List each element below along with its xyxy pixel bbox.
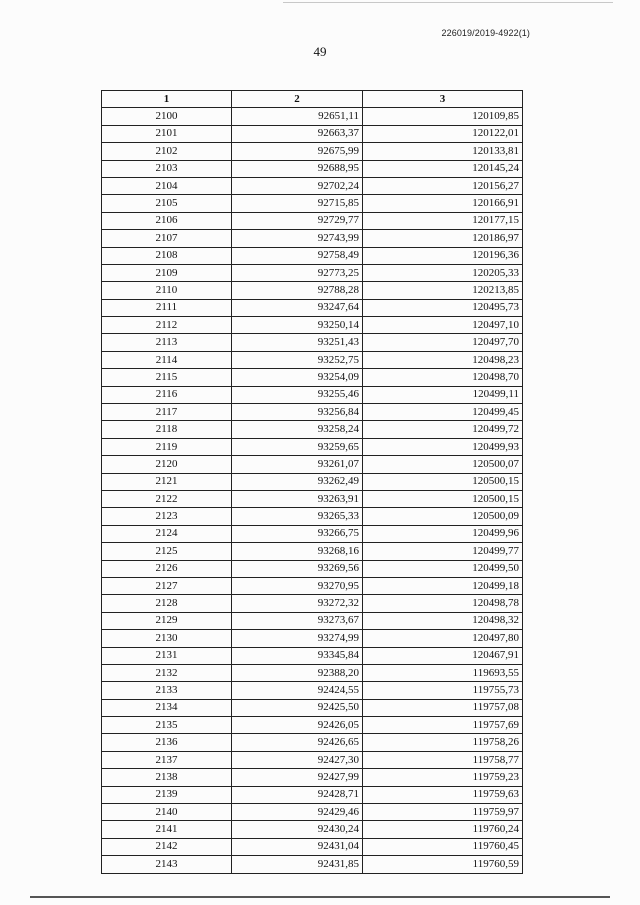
table-cell-col2: 92729,77 [232, 212, 363, 229]
table-cell-col2: 93266,75 [232, 525, 363, 542]
table-cell-col1: 2126 [102, 560, 232, 577]
table-cell-col3: 120122,01 [363, 125, 523, 142]
table-cell-col1: 2107 [102, 230, 232, 247]
table-row [102, 490, 523, 507]
table-row [102, 369, 523, 386]
table-cell-col2: 93269,56 [232, 560, 363, 577]
table-row [102, 717, 523, 734]
table-cell-col1: 2116 [102, 386, 232, 403]
table-row [102, 108, 523, 125]
table-cell-col3: 119755,73 [363, 682, 523, 699]
table-row [102, 560, 523, 577]
table-row [102, 821, 523, 838]
table-row [102, 525, 523, 542]
table-row [102, 195, 523, 212]
table-cell-col2: 93263,91 [232, 490, 363, 507]
table-row [102, 351, 523, 368]
table-cell-col2: 92758,49 [232, 247, 363, 264]
table-cell-col1: 2115 [102, 369, 232, 386]
table-row [102, 630, 523, 647]
table-cell-col1: 2121 [102, 473, 232, 490]
table-row [102, 143, 523, 160]
table-cell-col1: 2104 [102, 177, 232, 194]
table-row [102, 247, 523, 264]
table-cell-col1: 2137 [102, 751, 232, 768]
coordinates-table [101, 90, 523, 874]
table-cell-col2: 93273,67 [232, 612, 363, 629]
table-cell-col2: 92425,50 [232, 699, 363, 716]
table-row [102, 230, 523, 247]
table-cell-col3: 119758,26 [363, 734, 523, 751]
table-cell-col2: 93256,84 [232, 404, 363, 421]
table-cell-col2: 93262,49 [232, 473, 363, 490]
table-cell-col2: 92388,20 [232, 664, 363, 681]
table-cell-col2: 92651,11 [232, 108, 363, 125]
table-cell-col3: 120467,91 [363, 647, 523, 664]
table-cell-col2: 93252,75 [232, 351, 363, 368]
table-cell-col1: 2102 [102, 143, 232, 160]
table-cell-col3: 120500,09 [363, 508, 523, 525]
table-row [102, 456, 523, 473]
table-cell-col3: 120500,07 [363, 456, 523, 473]
table-row [102, 751, 523, 768]
table-row [102, 404, 523, 421]
table-cell-col2: 93258,24 [232, 421, 363, 438]
table-cell-col2: 92427,30 [232, 751, 363, 768]
table-cell-col3: 120498,32 [363, 612, 523, 629]
table-cell-col2: 92426,65 [232, 734, 363, 751]
table-cell-col1: 2135 [102, 717, 232, 734]
table-cell-col3: 119760,24 [363, 821, 523, 838]
table-cell-col3: 119758,77 [363, 751, 523, 768]
table-cell-col2: 92427,99 [232, 769, 363, 786]
page-number: 49 [313, 44, 327, 59]
table-cell-col1: 2131 [102, 647, 232, 664]
table-cell-col1: 2100 [102, 108, 232, 125]
table-row [102, 786, 523, 803]
table-row [102, 612, 523, 629]
table-cell-col3: 119757,69 [363, 717, 523, 734]
table-cell-col3: 119693,55 [363, 664, 523, 681]
table-cell-col3: 120495,73 [363, 299, 523, 316]
table-cell-col2: 92429,46 [232, 804, 363, 821]
bottom-edge-line [30, 896, 610, 898]
table-cell-col3: 119759,63 [363, 786, 523, 803]
table-cell-col3: 120499,93 [363, 438, 523, 455]
table-cell-col2: 92702,24 [232, 177, 363, 194]
table-cell-col3: 120196,36 [363, 247, 523, 264]
table-row [102, 334, 523, 351]
table-cell-col1: 2124 [102, 525, 232, 542]
table-cell-col1: 2101 [102, 125, 232, 142]
table-cell-col2: 92715,85 [232, 195, 363, 212]
table-cell-col1: 2132 [102, 664, 232, 681]
table-cell-col2: 92431,85 [232, 856, 363, 873]
table-cell-col2: 92773,25 [232, 264, 363, 281]
column-header-3: 3 [363, 91, 523, 108]
table-cell-col3: 120499,96 [363, 525, 523, 542]
table-cell-col3: 119759,23 [363, 769, 523, 786]
table-cell-col2: 93268,16 [232, 543, 363, 560]
table-row [102, 317, 523, 334]
table-cell-col1: 2123 [102, 508, 232, 525]
table-row [102, 734, 523, 751]
table-row [102, 160, 523, 177]
table-cell-col1: 2105 [102, 195, 232, 212]
table-cell-col2: 92663,37 [232, 125, 363, 142]
table-cell-col2: 92426,05 [232, 717, 363, 734]
table-cell-col1: 2109 [102, 264, 232, 281]
table-row [102, 595, 523, 612]
table-cell-col1: 2136 [102, 734, 232, 751]
table-cell-col2: 92431,04 [232, 838, 363, 855]
table-cell-col1: 2117 [102, 404, 232, 421]
table-cell-col2: 93261,07 [232, 456, 363, 473]
table-cell-col3: 120498,78 [363, 595, 523, 612]
table-cell-col1: 2118 [102, 421, 232, 438]
document-number: 226019/2019-4922(1) [441, 28, 530, 38]
table-cell-col2: 92430,24 [232, 821, 363, 838]
top-edge-line [283, 2, 613, 3]
table-cell-col1: 2140 [102, 804, 232, 821]
table-row [102, 543, 523, 560]
table-cell-col2: 92424,55 [232, 682, 363, 699]
table-cell-col1: 2114 [102, 351, 232, 368]
table-row [102, 856, 523, 873]
table-cell-col1: 2106 [102, 212, 232, 229]
table-cell-col3: 120186,97 [363, 230, 523, 247]
table-cell-col1: 2120 [102, 456, 232, 473]
table-cell-col2: 92675,99 [232, 143, 363, 160]
column-header-2: 2 [232, 91, 363, 108]
table-cell-col1: 2129 [102, 612, 232, 629]
column-header-1: 1 [102, 91, 232, 108]
table-cell-col1: 2128 [102, 595, 232, 612]
table-cell-col2: 92788,28 [232, 282, 363, 299]
table-cell-col1: 2108 [102, 247, 232, 264]
table-cell-col1: 2141 [102, 821, 232, 838]
table-cell-col1: 2111 [102, 299, 232, 316]
table-cell-col1: 2133 [102, 682, 232, 699]
table-cell-col2: 93272,32 [232, 595, 363, 612]
table-cell-col2: 93345,84 [232, 647, 363, 664]
table-cell-col1: 2119 [102, 438, 232, 455]
table-row [102, 282, 523, 299]
table-row [102, 804, 523, 821]
table-cell-col3: 119757,08 [363, 699, 523, 716]
table-cell-col1: 2139 [102, 786, 232, 803]
table-cell-col2: 93255,46 [232, 386, 363, 403]
table-cell-col3: 120500,15 [363, 490, 523, 507]
table-row [102, 421, 523, 438]
table-cell-col1: 2138 [102, 769, 232, 786]
table-cell-col2: 93270,95 [232, 577, 363, 594]
table-cell-col2: 93251,43 [232, 334, 363, 351]
table-row [102, 212, 523, 229]
table-row [102, 769, 523, 786]
table-row [102, 264, 523, 281]
table-cell-col1: 2130 [102, 630, 232, 647]
table-cell-col3: 119759,97 [363, 804, 523, 821]
table-cell-col1: 2103 [102, 160, 232, 177]
table-cell-col1: 2113 [102, 334, 232, 351]
table-cell-col2: 93259,65 [232, 438, 363, 455]
table-row [102, 386, 523, 403]
table-cell-col3: 120497,10 [363, 317, 523, 334]
table-cell-col2: 93254,09 [232, 369, 363, 386]
table-cell-col1: 2142 [102, 838, 232, 855]
table-cell-col3: 120499,77 [363, 543, 523, 560]
table-cell-col3: 120109,85 [363, 108, 523, 125]
table-cell-col3: 120205,33 [363, 264, 523, 281]
table-row [102, 125, 523, 142]
table-row [102, 508, 523, 525]
table-cell-col3: 120498,23 [363, 351, 523, 368]
table-cell-col3: 119760,59 [363, 856, 523, 873]
table-header-row [102, 91, 523, 108]
table-cell-col2: 93274,99 [232, 630, 363, 647]
table-cell-col1: 2112 [102, 317, 232, 334]
table-row [102, 838, 523, 855]
table-row [102, 177, 523, 194]
table-cell-col1: 2122 [102, 490, 232, 507]
table-row [102, 664, 523, 681]
table-cell-col2: 93247,64 [232, 299, 363, 316]
table-cell-col2: 92428,71 [232, 786, 363, 803]
table-cell-col3: 120500,15 [363, 473, 523, 490]
table-cell-col3: 120497,80 [363, 630, 523, 647]
table-row [102, 699, 523, 716]
table-body [102, 108, 523, 873]
table-cell-col2: 93250,14 [232, 317, 363, 334]
table-cell-col1: 2143 [102, 856, 232, 873]
table-cell-col3: 120497,70 [363, 334, 523, 351]
table-cell-col1: 2134 [102, 699, 232, 716]
table-cell-col3: 120177,15 [363, 212, 523, 229]
table-cell-col3: 120213,85 [363, 282, 523, 299]
table-cell-col1: 2110 [102, 282, 232, 299]
table-row [102, 473, 523, 490]
table-cell-col3: 120499,11 [363, 386, 523, 403]
table-row [102, 577, 523, 594]
table-cell-col3: 120499,45 [363, 404, 523, 421]
table-cell-col3: 119760,45 [363, 838, 523, 855]
table-cell-col3: 120166,91 [363, 195, 523, 212]
table-cell-col3: 120498,70 [363, 369, 523, 386]
table-cell-col2: 93265,33 [232, 508, 363, 525]
table-row [102, 438, 523, 455]
table-row [102, 682, 523, 699]
table-cell-col2: 92688,95 [232, 160, 363, 177]
table-cell-col1: 2125 [102, 543, 232, 560]
table-cell-col3: 120499,50 [363, 560, 523, 577]
table-cell-col3: 120499,18 [363, 577, 523, 594]
table-cell-col3: 120145,24 [363, 160, 523, 177]
table-cell-col3: 120133,81 [363, 143, 523, 160]
table-cell-col2: 92743,99 [232, 230, 363, 247]
table-cell-col3: 120499,72 [363, 421, 523, 438]
table-row [102, 647, 523, 664]
table-row [102, 299, 523, 316]
table-cell-col1: 2127 [102, 577, 232, 594]
table-cell-col3: 120156,27 [363, 177, 523, 194]
